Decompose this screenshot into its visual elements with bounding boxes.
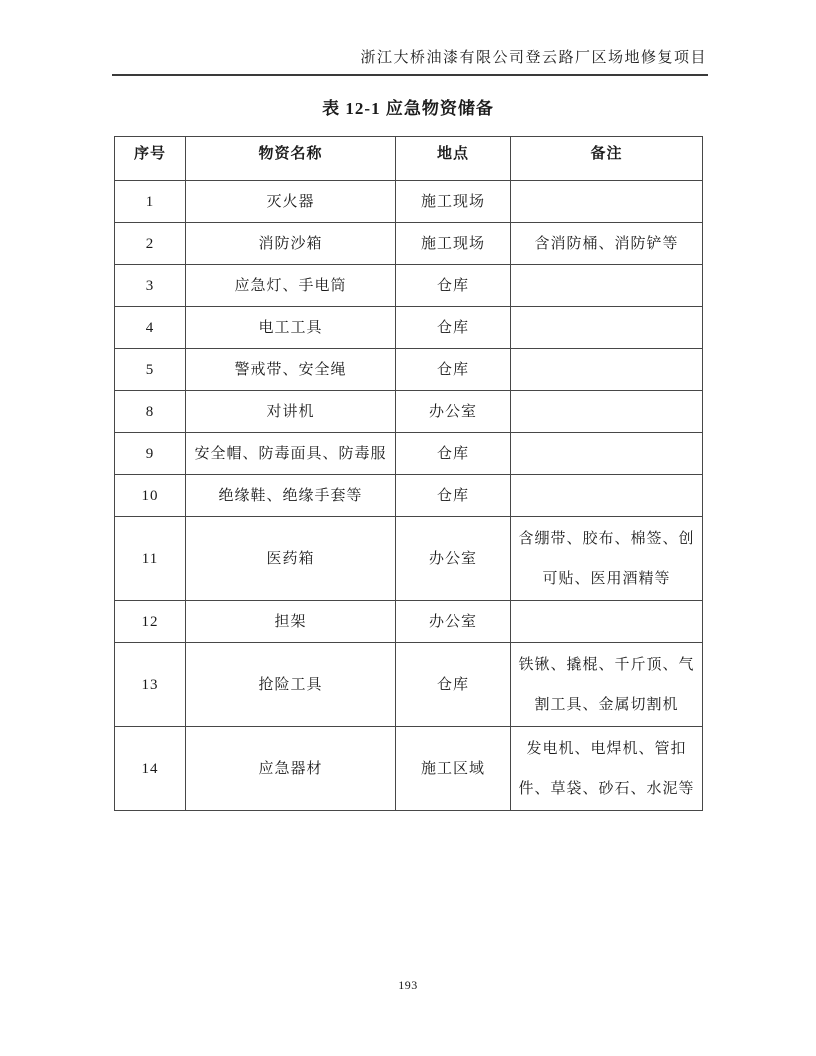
column-header-remark: 备注 — [511, 137, 703, 181]
cell-serial-number: 9 — [115, 433, 186, 475]
table-row — [115, 727, 703, 811]
table-body — [115, 181, 703, 811]
cell-material-name: 安全帽、防毒面具、防毒服 — [186, 433, 396, 475]
cell-remark: 发电机、电焊机、管扣件、草袋、砂石、水泥等 — [511, 727, 703, 811]
table-row — [115, 391, 703, 433]
cell-serial-number: 1 — [115, 181, 186, 223]
table-row — [115, 475, 703, 517]
cell-location: 办公室 — [396, 517, 511, 601]
page-header-project-title: 浙江大桥油漆有限公司登云路厂区场地修复项目 — [360, 50, 707, 66]
table-row — [115, 517, 703, 601]
column-header-location: 地点 — [396, 137, 511, 181]
cell-remark — [511, 307, 703, 349]
cell-remark — [511, 265, 703, 307]
cell-serial-number: 11 — [115, 517, 186, 601]
cell-location: 办公室 — [396, 601, 511, 643]
cell-material-name: 消防沙箱 — [186, 223, 396, 265]
cell-serial-number: 14 — [115, 727, 186, 811]
cell-location: 仓库 — [396, 265, 511, 307]
emergency-supplies-table — [114, 136, 703, 811]
cell-material-name: 警戒带、安全绳 — [186, 349, 396, 391]
header-divider-rule — [112, 74, 708, 76]
cell-remark — [511, 601, 703, 643]
cell-location: 仓库 — [396, 475, 511, 517]
cell-location: 施工区域 — [396, 727, 511, 811]
cell-material-name: 绝缘鞋、绝缘手套等 — [186, 475, 396, 517]
table-row — [115, 643, 703, 727]
cell-serial-number: 3 — [115, 265, 186, 307]
cell-location: 施工现场 — [396, 223, 511, 265]
cell-serial-number: 2 — [115, 223, 186, 265]
table-row — [115, 181, 703, 223]
table-row — [115, 433, 703, 475]
cell-material-name: 应急灯、手电筒 — [186, 265, 396, 307]
cell-remark: 含绷带、胶布、棉签、创可贴、医用酒精等 — [511, 517, 703, 601]
cell-remark — [511, 475, 703, 517]
cell-material-name: 医药箱 — [186, 517, 396, 601]
cell-location: 施工现场 — [396, 181, 511, 223]
cell-material-name: 抢险工具 — [186, 643, 396, 727]
cell-material-name: 对讲机 — [186, 391, 396, 433]
cell-material-name: 灭火器 — [186, 181, 396, 223]
cell-serial-number: 10 — [115, 475, 186, 517]
cell-material-name: 担架 — [186, 601, 396, 643]
cell-serial-number: 5 — [115, 349, 186, 391]
cell-remark — [511, 391, 703, 433]
table-row — [115, 265, 703, 307]
cell-remark: 铁锹、撬棍、千斤顶、气割工具、金属切割机 — [511, 643, 703, 727]
table-row — [115, 601, 703, 643]
cell-location: 仓库 — [396, 643, 511, 727]
cell-serial-number: 4 — [115, 307, 186, 349]
cell-location: 仓库 — [396, 307, 511, 349]
table-row — [115, 223, 703, 265]
column-header-material-name: 物资名称 — [186, 137, 396, 181]
cell-serial-number: 13 — [115, 643, 186, 727]
cell-remark — [511, 349, 703, 391]
page-number: 193 — [398, 978, 418, 992]
cell-location: 办公室 — [396, 391, 511, 433]
table-row — [115, 307, 703, 349]
cell-remark — [511, 433, 703, 475]
column-header-serial-number: 序号 — [115, 137, 186, 181]
cell-serial-number: 12 — [115, 601, 186, 643]
cell-remark — [511, 181, 703, 223]
table-row — [115, 349, 703, 391]
cell-location: 仓库 — [396, 349, 511, 391]
cell-material-name: 应急器材 — [186, 727, 396, 811]
cell-remark: 含消防桶、消防铲等 — [511, 223, 703, 265]
table-title: 表 12-1 应急物资储备 — [322, 99, 494, 118]
cell-serial-number: 8 — [115, 391, 186, 433]
table-header-row — [115, 137, 703, 181]
cell-location: 仓库 — [396, 433, 511, 475]
cell-material-name: 电工工具 — [186, 307, 396, 349]
